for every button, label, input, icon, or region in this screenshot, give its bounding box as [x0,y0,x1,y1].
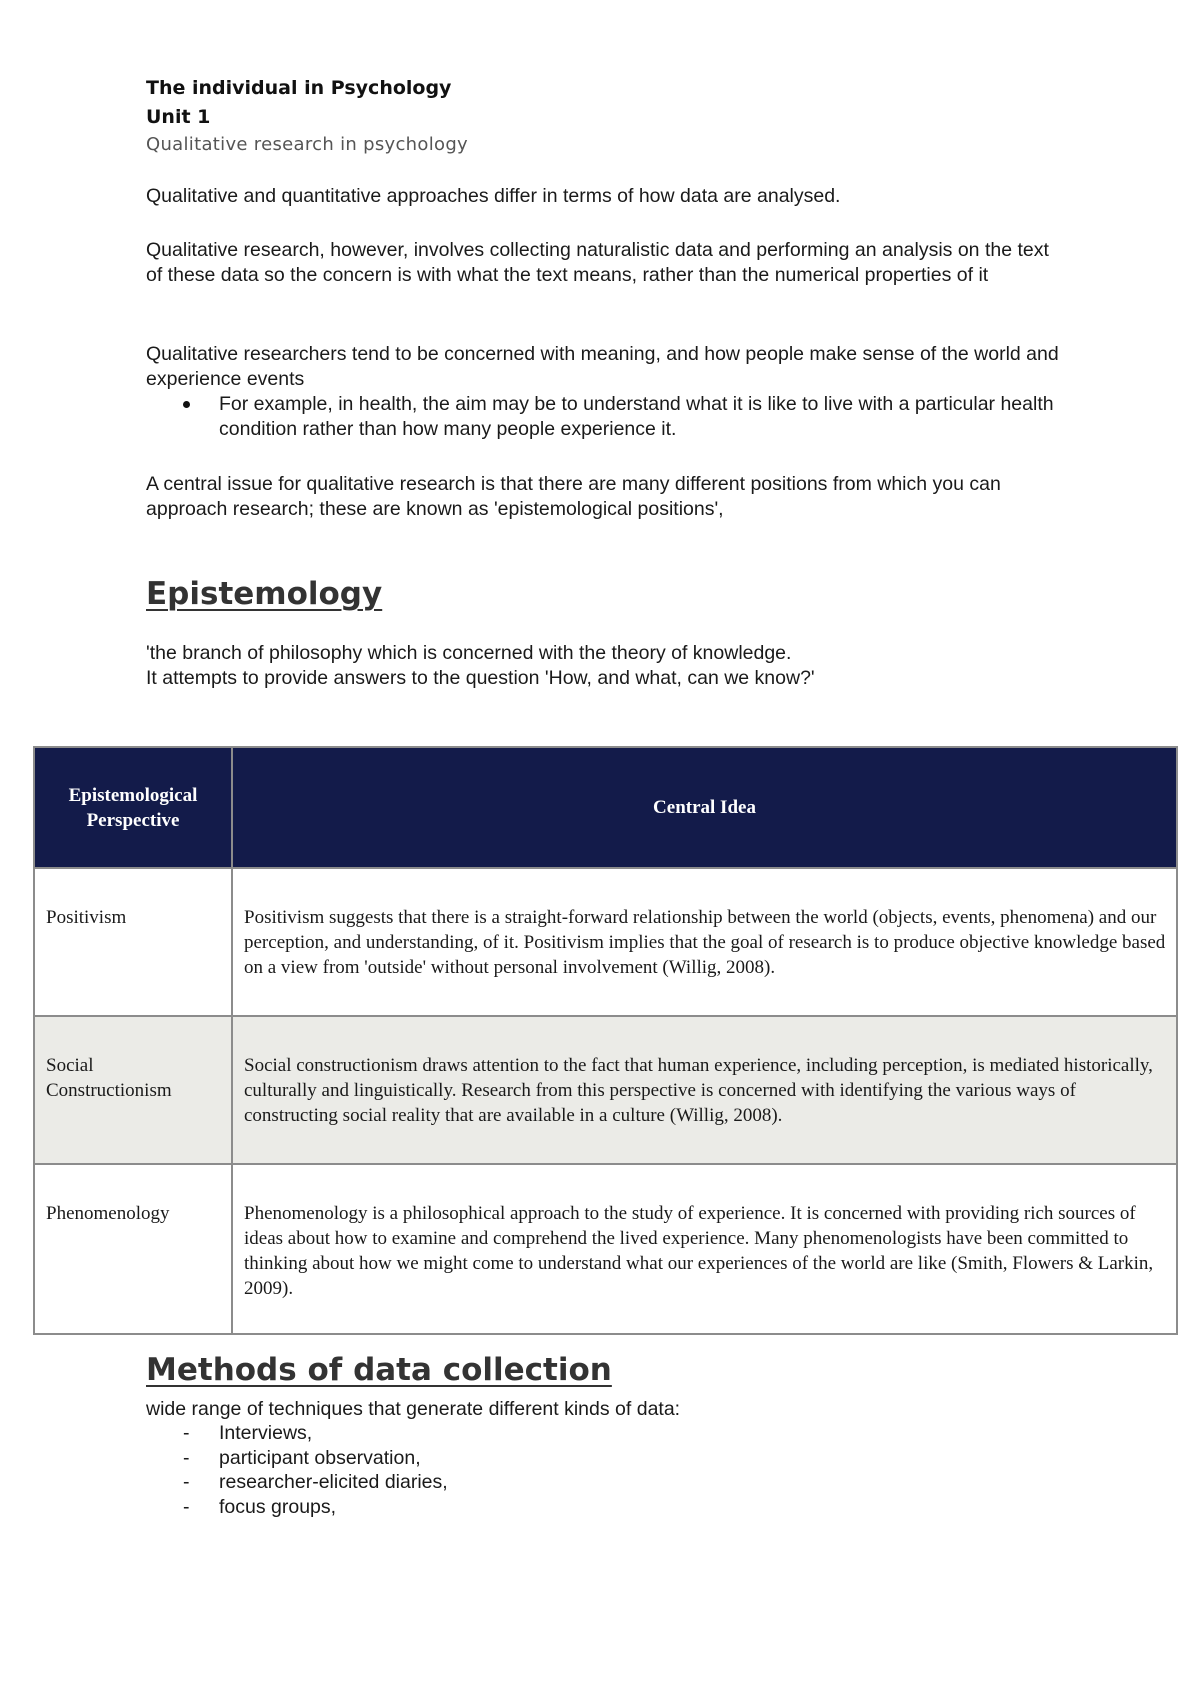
list-item [146,1495,448,1520]
table-row [34,1164,1177,1334]
epistemology-definition-2: It attempts to provide answers to the question 'How, and what, can we know?' [146,667,815,689]
list-item [146,1421,448,1446]
central-idea-cell: Social constructionism draws attention to the fact that human experience, including perception, is mediated historically, culturally and linguistically. Research from this perspective is concerned with identifying the various ways of constructing social reality that are available in a culture (Willig, 2008). [232,1016,1177,1164]
methods-heading: Methods of data collection [146,1352,612,1388]
dash-marker: - [183,1422,190,1444]
table-row [34,868,1177,1016]
perspective-cell: Social Constructionism [34,1016,232,1164]
bullet-text: For example, in health, the aim may be to understand what it is like to live with a particular health condition rather than how many people experience it. [219,393,1054,440]
epistemology-heading: Epistemology [146,576,383,612]
document-title: The individual in Psychology [146,77,452,99]
dash-marker: - [183,1471,190,1493]
method-item: Interviews, [219,1422,313,1444]
paragraph-qualitative-research: Qualitative research, however, involves collecting naturalistic data and performing an analysis on the text of these data so the concern is with what the text means, rather than the numerical properties of it [146,239,1049,286]
dash-marker: - [183,1446,190,1469]
list-item [146,1446,448,1471]
document-subtitle: Qualitative research in psychology [146,134,468,155]
paragraph-approaches: Qualitative and quantitative approaches differ in terms of how data are analysed. [146,185,841,207]
document-header [146,74,1046,158]
methods-intro: wide range of techniques that generate different kinds of data: [146,1398,681,1420]
perspective-cell: Phenomenology [34,1164,232,1334]
epistemology-definition-1: 'the branch of philosophy which is concerned with the theory of knowledge. [146,642,792,664]
method-item: focus groups, [219,1495,337,1518]
column-header-central-idea: Central Idea [232,747,1177,868]
epistemology-table [33,746,1178,1335]
unit-label: Unit 1 [146,106,211,128]
method-item: researcher-elicited diaries, [219,1471,448,1493]
list-item [146,1470,448,1495]
perspective-cell: Positivism [34,868,232,1016]
bullet-icon [183,401,190,408]
bullet-list [146,392,1066,442]
column-header-perspective: Epistemological Perspective [34,747,232,868]
method-item: participant observation, [219,1446,421,1469]
central-idea-cell: Phenomenology is a philosophical approach to the study of experience. It is concerned with providing rich sources of ideas about how to examine and comprehend the lived experience. Many phenomenologists have been committed to thinking about how we might come to understand what our experiences of the world are like (Smith, Flowers & Larkin, 2009). [232,1164,1177,1334]
dash-marker: - [183,1495,190,1518]
paragraph-central-issue: A central issue for qualitative research is that there are many different positions from which you can approach research; these are known as 'epistemological positions', [146,473,1001,520]
paragraph-meaning: Qualitative researchers tend to be concerned with meaning, and how people make sense of the world and experience events [146,343,1059,390]
methods-list [146,1421,448,1519]
list-item [146,392,1066,442]
central-idea-cell: Positivism suggests that there is a straight-forward relationship between the world (objects, events, phenomena) and our perception, and understanding, of it. Positivism implies that the goal of research is to produce objective knowledge based on a view from 'outside' without personal involvement (Willig, 2008). [232,868,1177,1016]
table-row [34,1016,1177,1164]
